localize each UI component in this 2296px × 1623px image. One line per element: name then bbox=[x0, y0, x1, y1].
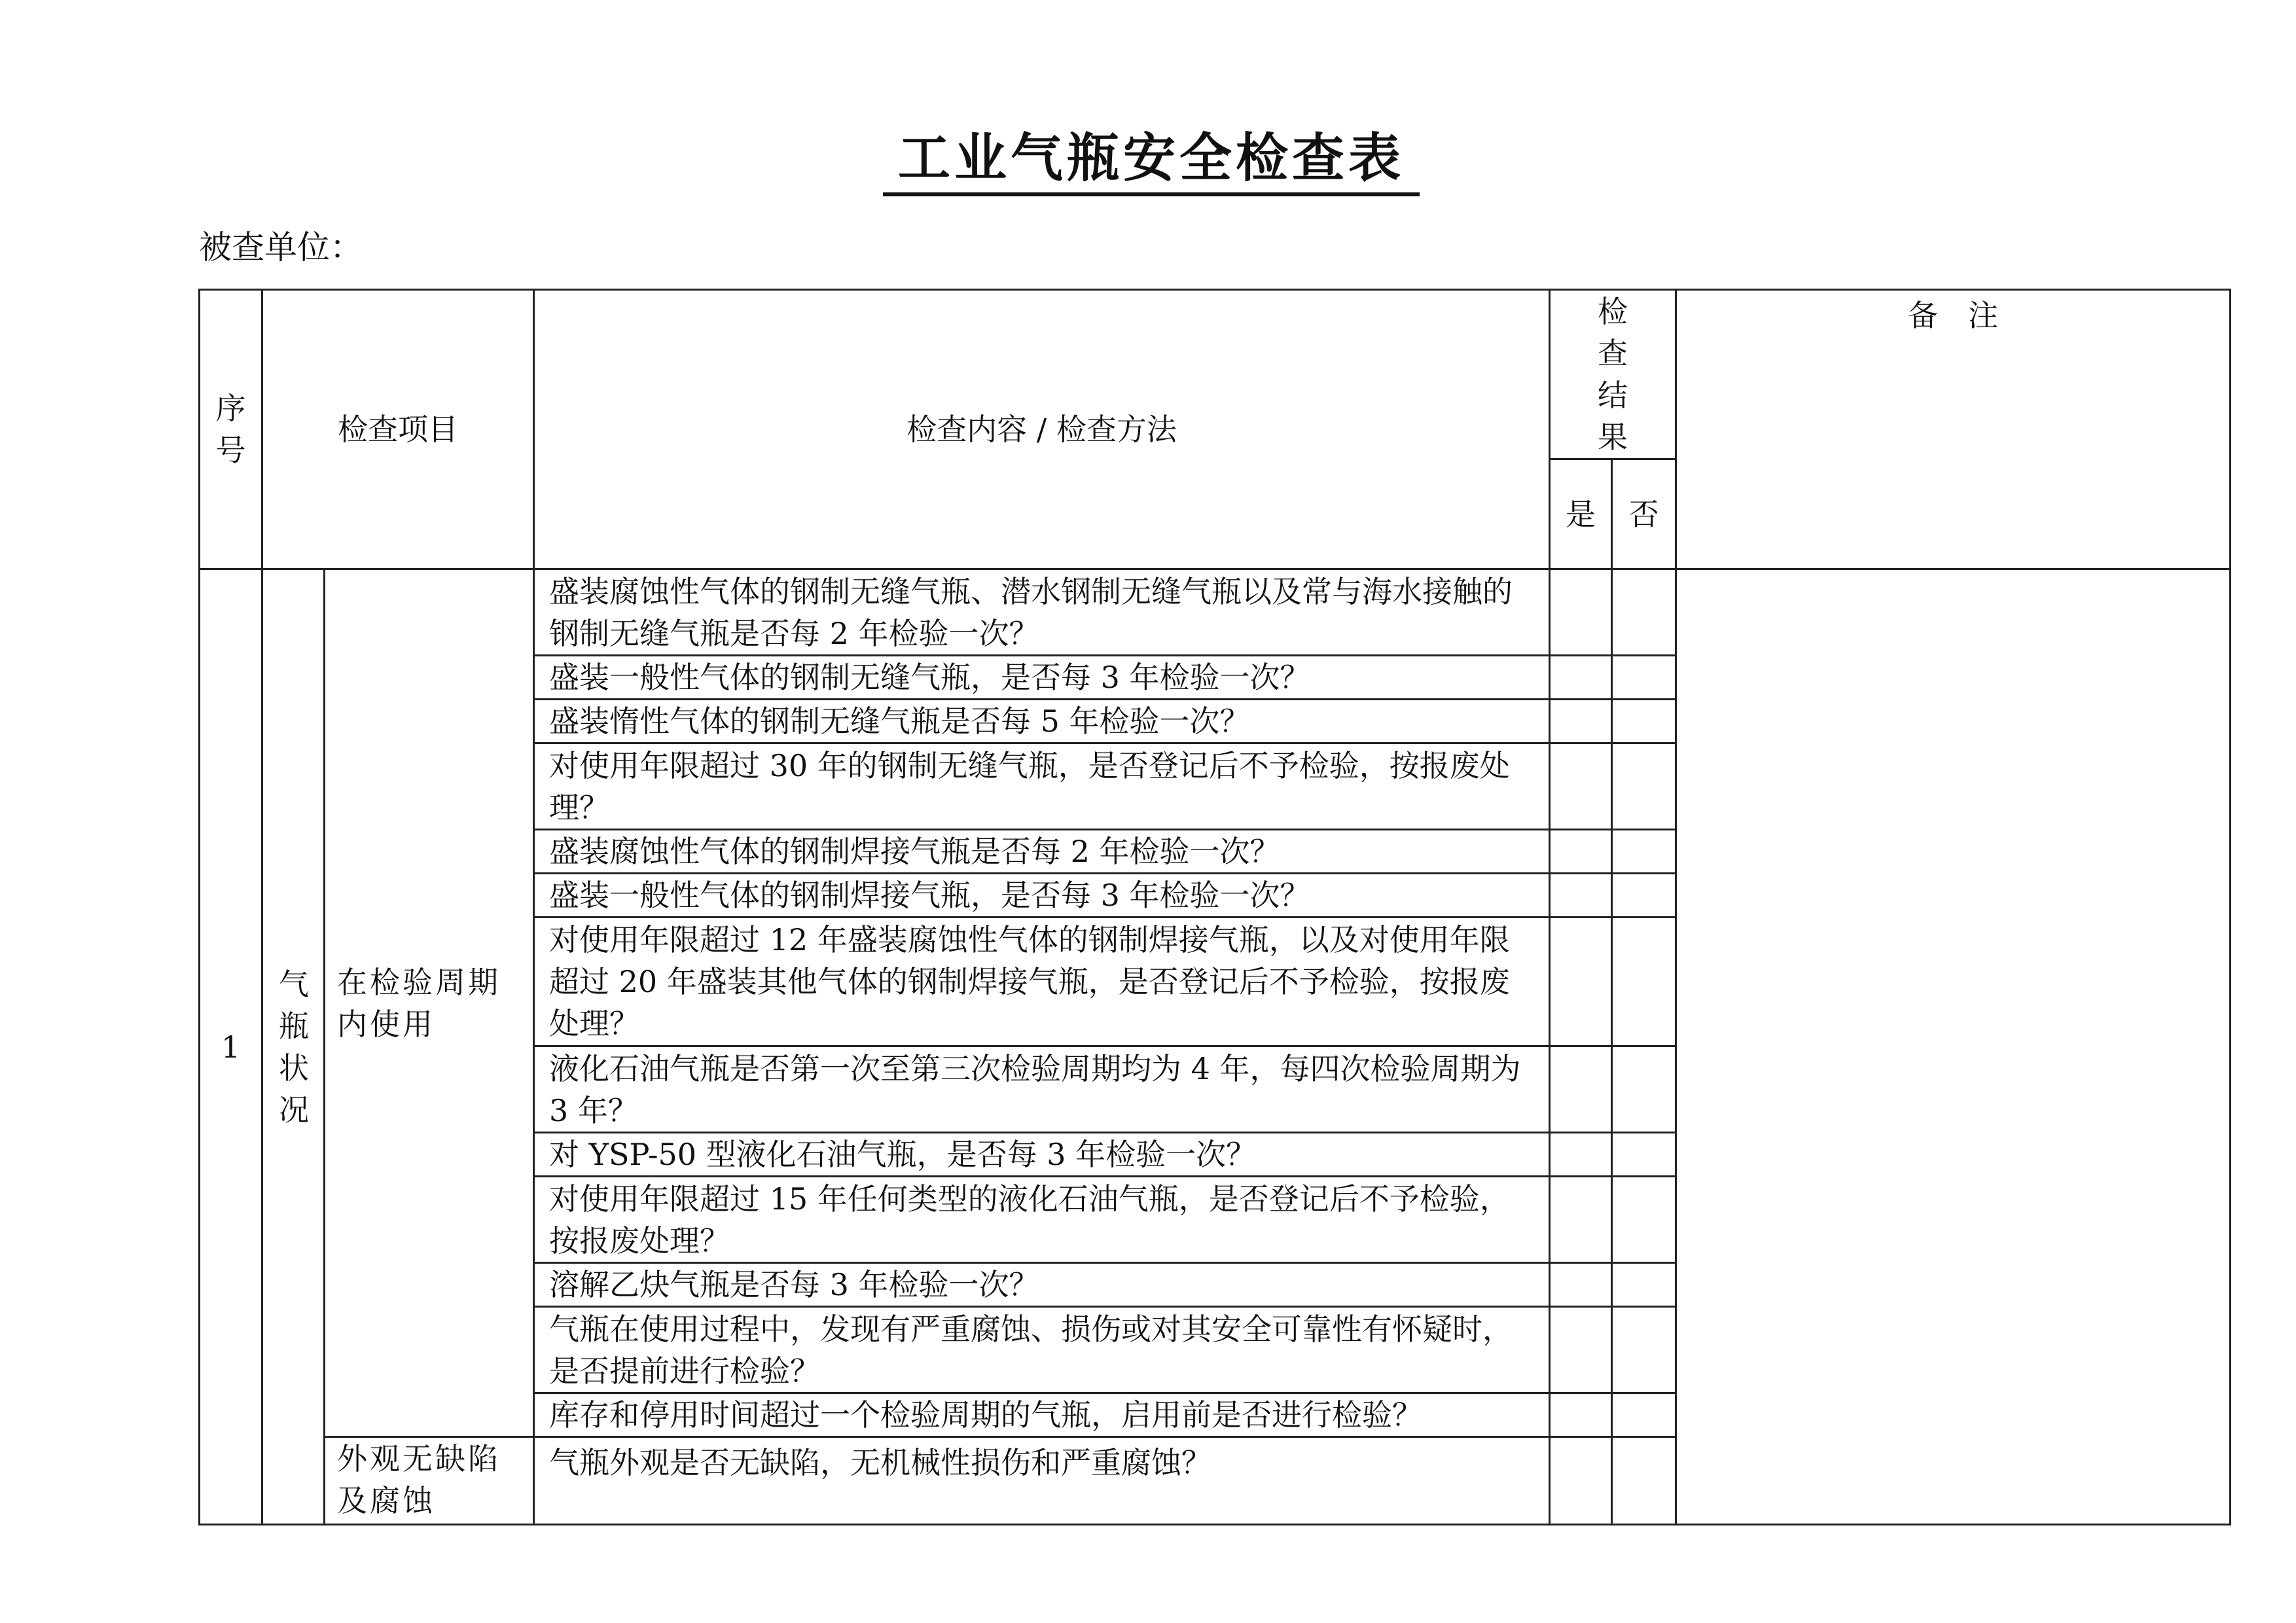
result-yes-cell[interactable] bbox=[1550, 1046, 1612, 1133]
result-no-cell[interactable] bbox=[1612, 830, 1676, 874]
result-no-cell[interactable] bbox=[1612, 1393, 1676, 1437]
result-no-cell[interactable] bbox=[1612, 569, 1676, 656]
check-content: 对使用年限超过 30 年的钢制无缝气瓶，是否登记后不予检验，按报废处理？ bbox=[534, 743, 1550, 830]
result-no-cell[interactable] bbox=[1612, 918, 1676, 1046]
check-content: 气瓶在使用过程中，发现有严重腐蚀、损伤或对其安全可靠性有怀疑时，是否提前进行检验？ bbox=[534, 1307, 1550, 1393]
check-content: 库存和停用时间超过一个检验周期的气瓶，启用前是否进行检验？ bbox=[534, 1393, 1550, 1437]
remark-cell[interactable] bbox=[1676, 569, 2231, 1525]
result-yes-cell[interactable] bbox=[1550, 1133, 1612, 1177]
header-result: 检查结果 bbox=[1550, 290, 1676, 459]
check-content: 气瓶外观是否无缺陷，无机械性损伤和严重腐蚀？ bbox=[534, 1437, 1550, 1525]
result-no-cell[interactable] bbox=[1612, 1133, 1676, 1177]
section-seq: 1 bbox=[200, 569, 262, 1525]
check-content: 溶解乙炔气瓶是否每 3 年检验一次？ bbox=[534, 1263, 1550, 1307]
result-yes-cell[interactable] bbox=[1550, 743, 1612, 830]
header-content: 检查内容 / 检查方法 bbox=[534, 290, 1550, 569]
check-content: 盛装惰性气体的钢制无缝气瓶是否每 5 年检验一次？ bbox=[534, 700, 1550, 743]
item-appearance: 外观无缺陷及腐蚀 bbox=[325, 1437, 534, 1525]
checklist-table bbox=[198, 289, 2231, 1525]
result-yes-cell[interactable] bbox=[1550, 1393, 1612, 1437]
header-remark: 备 注 bbox=[1676, 290, 2231, 569]
result-yes-cell[interactable] bbox=[1550, 1307, 1612, 1393]
result-no-cell[interactable] bbox=[1612, 874, 1676, 918]
result-yes-cell[interactable] bbox=[1550, 656, 1612, 700]
check-content: 对使用年限超过 15 年任何类型的液化石油气瓶，是否登记后不予检验，按报废处理？ bbox=[534, 1177, 1550, 1263]
header-seq: 序号 bbox=[200, 290, 262, 569]
result-yes-cell[interactable] bbox=[1550, 1177, 1612, 1263]
result-no-cell[interactable] bbox=[1612, 1046, 1676, 1133]
check-content: 对 YSP-50 型液化石油气瓶，是否每 3 年检验一次？ bbox=[534, 1133, 1550, 1177]
result-yes-cell[interactable] bbox=[1550, 874, 1612, 918]
page-title: 工业气瓶安全检查表 bbox=[883, 124, 1420, 196]
result-no-cell[interactable] bbox=[1612, 743, 1676, 830]
result-yes-cell[interactable] bbox=[1550, 700, 1612, 743]
result-yes-cell[interactable] bbox=[1550, 1263, 1612, 1307]
header-no: 否 bbox=[1612, 459, 1676, 569]
result-no-cell[interactable] bbox=[1612, 700, 1676, 743]
check-content: 液化石油气瓶是否第一次至第三次检验周期均为 4 年，每四次检验周期为 3 年？ bbox=[534, 1046, 1550, 1133]
check-content: 盛装腐蚀性气体的钢制焊接气瓶是否每 2 年检验一次？ bbox=[534, 830, 1550, 874]
result-no-cell[interactable] bbox=[1612, 1437, 1676, 1525]
check-content: 盛装一般性气体的钢制无缝气瓶，是否每 3 年检验一次？ bbox=[534, 656, 1550, 700]
check-content: 盛装腐蚀性气体的钢制无缝气瓶、潜水钢制无缝气瓶以及常与海水接触的钢制无缝气瓶是否每 2 年检验一次？ bbox=[534, 569, 1550, 656]
header-item: 检查项目 bbox=[262, 290, 534, 569]
result-no-cell[interactable] bbox=[1612, 656, 1676, 700]
item-inspection-period: 在检验周期内使用 bbox=[325, 569, 534, 1437]
result-no-cell[interactable] bbox=[1612, 1263, 1676, 1307]
result-no-cell[interactable] bbox=[1612, 1177, 1676, 1263]
result-yes-cell[interactable] bbox=[1550, 830, 1612, 874]
section-category: 气瓶状况 bbox=[262, 569, 325, 1525]
result-yes-cell[interactable] bbox=[1550, 569, 1612, 656]
result-yes-cell[interactable] bbox=[1550, 1437, 1612, 1525]
check-content: 对使用年限超过 12 年盛装腐蚀性气体的钢制焊接气瓶，以及对使用年限超过 20 年盛装其他气体的钢制焊接气瓶，是否登记后不予检验，按报废处理？ bbox=[534, 918, 1550, 1046]
inspected-unit-label: 被查单位： bbox=[199, 228, 363, 266]
header-yes: 是 bbox=[1550, 459, 1612, 569]
result-no-cell[interactable] bbox=[1612, 1307, 1676, 1393]
result-yes-cell[interactable] bbox=[1550, 918, 1612, 1046]
check-content: 盛装一般性气体的钢制焊接气瓶，是否每 3 年检验一次？ bbox=[534, 874, 1550, 918]
